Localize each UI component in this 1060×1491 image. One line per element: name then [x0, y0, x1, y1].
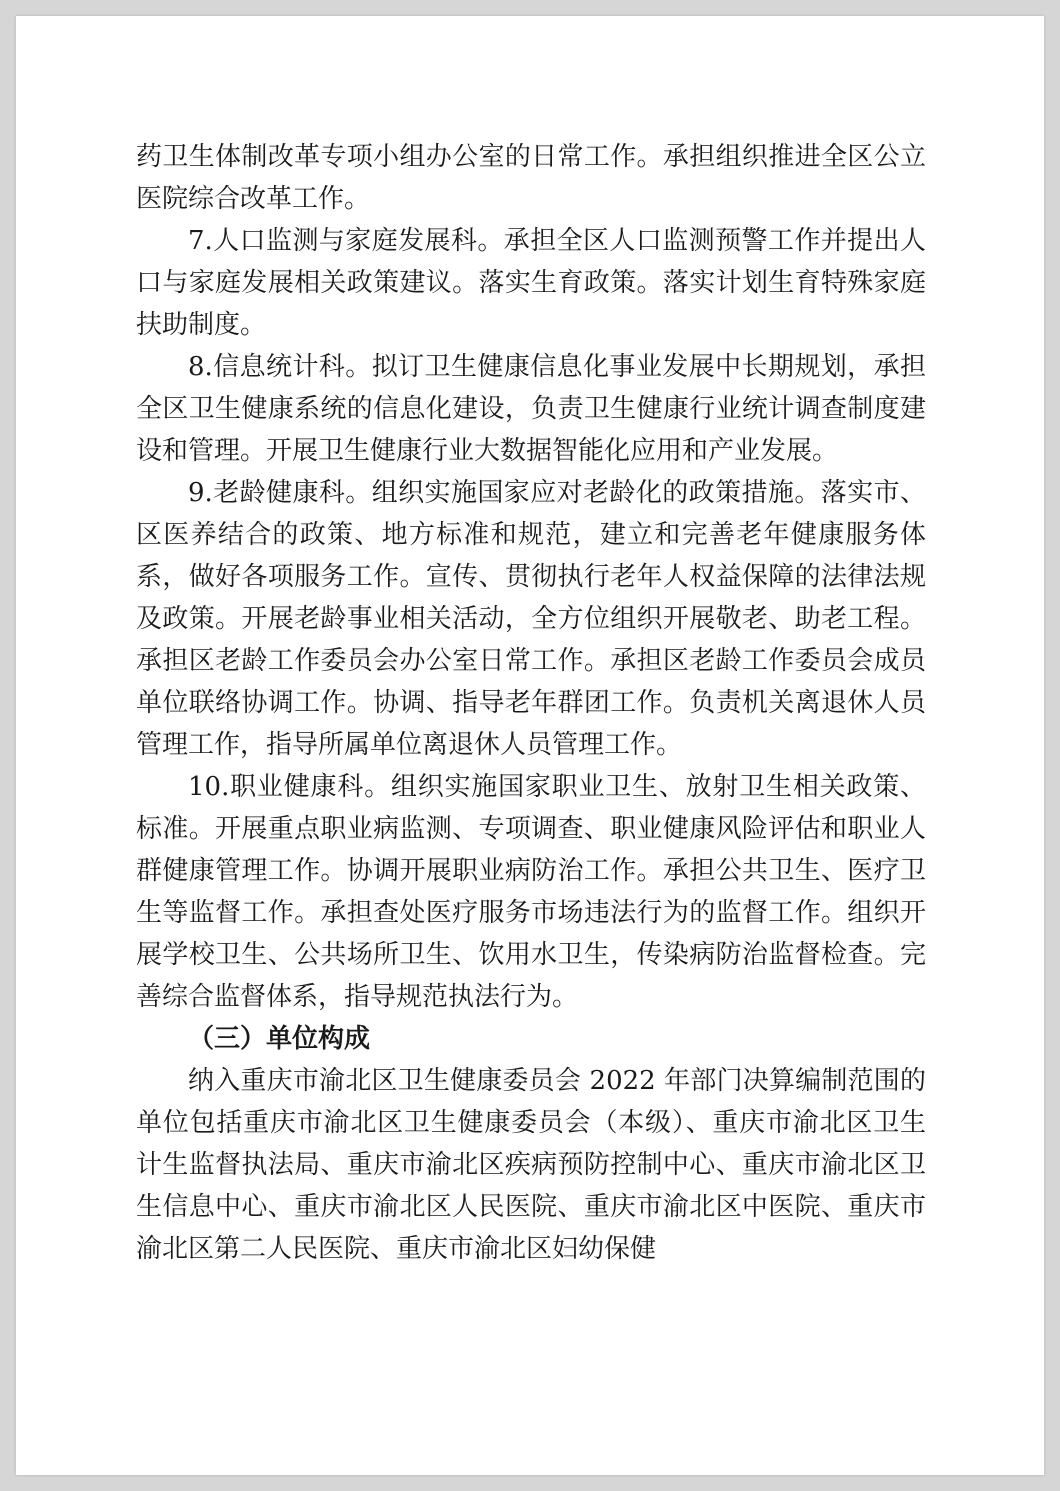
- document-page: [16, 16, 1044, 1475]
- paragraph-unit-composition: 纳入重庆市渝北区卫生健康委员会 2022 年部门决算编制范围的单位包括重庆市渝北区卫生健康委员会（本级）、重庆市渝北区卫生计生监督执法局、重庆市渝北区疾病预防控制中心、重庆市渝北区卫生信息中心、重庆市渝北区人民医院、重庆市渝北区中医院、重庆市渝北区第二人民医院、重庆市渝北区妇幼保健: [136, 1066, 926, 1264]
- paragraph-item-8: 8.信息统计科。拟订卫生健康信息化事业发展中长期规划，承担全区卫生健康系统的信息化建设，负责卫生健康行业统计调查制度建设和管理。开展卫生健康行业大数据智能化应用和产业发展。: [136, 352, 926, 466]
- paragraph-continuation: 药卫生体制改革专项小组办公室的日常工作。承担组织推进全区公立医院综合改革工作。: [136, 142, 926, 214]
- document-body: [136, 136, 926, 1270]
- section-heading: （三）单位构成: [188, 1024, 371, 1054]
- paragraph-item-9: 9.老龄健康科。组织实施国家应对老龄化的政策措施。落实市、区医养结合的政策、地方标准和规范，建立和完善老年健康服务体系，做好各项服务工作。宣传、贯彻执行老年人权益保障的法律法规及政策。开展老龄事业相关活动，全方位组织开展敬老、助老工程。承担区老龄工作委员会办公室日常工作。承担区老龄工作委员会成员单位联络协调工作。协调、指导老年群团工作。负责机关离退休人员管理工作，指导所属单位离退休人员管理工作。: [136, 478, 926, 760]
- paragraph-item-7: 7.人口监测与家庭发展科。承担全区人口监测预警工作并提出人口与家庭发展相关政策建议。落实生育政策。落实计划生育特殊家庭扶助制度。: [136, 226, 926, 340]
- paragraph-item-10: 10.职业健康科。组织实施国家职业卫生、放射卫生相关政策、标准。开展重点职业病监测、专项调查、职业健康风险评估和职业人群健康管理工作。协调开展职业病防治工作。承担公共卫生、医疗卫生等监督工作。承担查处医疗服务市场违法行为的监督工作。组织开展学校卫生、公共场所卫生、饮用水卫生，传染病防治监督检查。完善综合监督体系，指导规范执法行为。: [136, 772, 926, 1012]
